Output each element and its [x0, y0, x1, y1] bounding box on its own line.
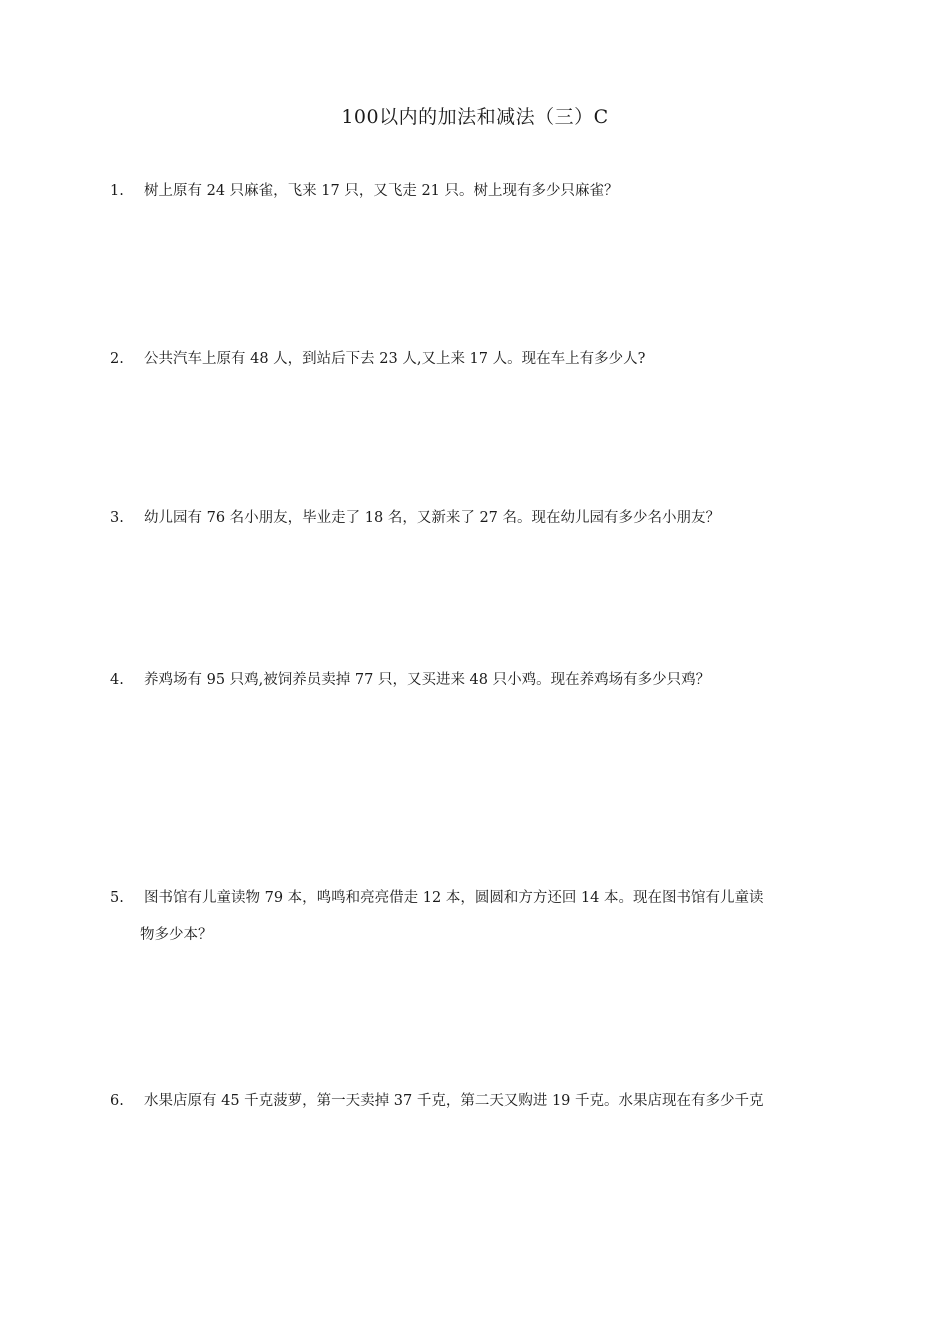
question-text: 水果店原有 45 千克菠萝，第一天卖掉 37 千克，第二天又购进 19 千克。水果店现在有多少千克 [144, 1093, 764, 1109]
question-number: 2. [110, 351, 124, 367]
question-text-continuation: 物多少本？ [140, 927, 213, 943]
worksheet-title: 100以内的加法和减法（三）C [341, 106, 609, 128]
question-number: 5. [110, 890, 124, 906]
question-3 [110, 500, 840, 537]
question-number: 1. [110, 183, 124, 199]
question-text: 图书馆有儿童读物 79 本，鸣鸣和亮亮借走 12 本，圆圆和方方还回 14 本。现在图书馆有儿童读 [144, 890, 764, 906]
question-text: 养鸡场有 95 只鸡,被饲养员卖掉 77 只，又买进来 48 只小鸡。现在养鸡场有多少只鸡？ [144, 672, 711, 688]
question-4 [110, 662, 840, 699]
question-text: 公共汽车上原有 48 人，到站后下去 23 人,又上来 17 人。现在车上有多少人? [144, 351, 646, 367]
question-number: 3. [110, 510, 124, 526]
question-number: 4. [110, 672, 124, 688]
question-6 [110, 1083, 840, 1120]
question-number: 6. [110, 1093, 124, 1109]
question-text: 树上原有 24 只麻雀，飞来 17 只，又飞走 21 只。树上现有多少只麻雀？ [144, 183, 619, 199]
question-1 [110, 173, 840, 210]
question-2 [110, 341, 840, 378]
question-5 [110, 880, 840, 954]
question-text: 幼儿园有 76 名小朋友，毕业走了 18 名，又新来了 27 名。现在幼儿园有多少名小朋友？ [144, 510, 721, 526]
